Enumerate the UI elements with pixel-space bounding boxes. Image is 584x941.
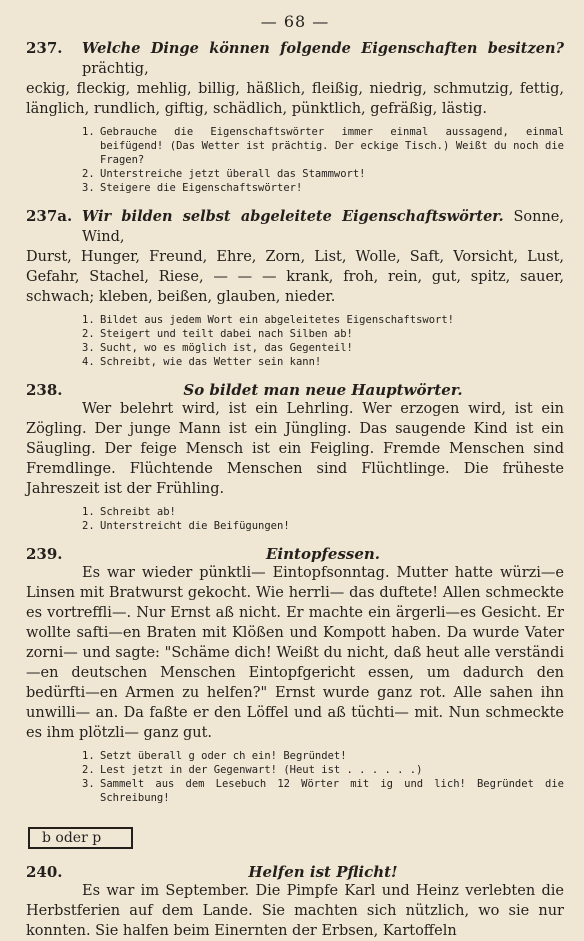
task-item: 2. Unterstreiche jetzt überall das Stammwort! bbox=[82, 168, 366, 180]
task-item: 1. Setzt überall g oder ch ein! Begründet! bbox=[82, 750, 347, 762]
exercise-239 bbox=[26, 545, 564, 805]
exercise-238 bbox=[26, 381, 564, 533]
exercise-number: 240. bbox=[26, 863, 63, 881]
exercise-title: So bildet man neue Hauptwörter. bbox=[183, 381, 463, 399]
task-list bbox=[82, 313, 564, 369]
word-list: Durst, Hunger, Freund, Ehre, Zorn, List, Wolle, Saft, Vorsicht, Lust, Gefahr, Stachel, Riese, — — — krank, froh, rein, gut, spitz, sauer, schwach; kleben, beißen, glauben, nieder. bbox=[26, 249, 564, 305]
exercise-240 bbox=[26, 863, 564, 941]
exercise-number: 237. bbox=[26, 39, 63, 57]
exercise-text: Wer belehrt wird, ist ein Lehrling. Wer erzogen wird, ist ein Zögling. Der junge Mann ist ein Jüngling. Das saugende Kind ist ein Säugling. Der feige Mensch ist ein Feigling. Fremde Menschen sind Fremdlinge. Flüchtende Menschen sind Flüchtlinge. Die früheste Jahreszeit ist der Frühling. bbox=[26, 401, 564, 497]
word-list-start: Sonne, Wind, bbox=[82, 209, 564, 245]
exercise-heading bbox=[26, 545, 564, 563]
exercise-237a bbox=[26, 207, 564, 369]
exercise-title: Welche Dinge können folgende Eigenschaften besitzen? bbox=[82, 40, 564, 57]
exercise-heading bbox=[26, 39, 564, 79]
task-list bbox=[82, 505, 564, 533]
exercise-text: Es war im September. Die Pimpfe Karl und Heinz verlebten die Herbstferien auf dem Lande. Sie machten sich nützlich, wo sie nur konnten. Sie halfen beim Einernten der Erbsen, Kartoffeln bbox=[26, 883, 564, 939]
exercise-number: 238. bbox=[26, 381, 63, 399]
page-number: — 68 — bbox=[260, 12, 330, 31]
task-item: 2. Steigert und teilt dabei nach Silben ab! bbox=[82, 328, 353, 340]
exercise-title: Eintopfessen. bbox=[265, 545, 381, 563]
exercise-title: Wir bilden selbst abgeleitete Eigenschaftswörter. bbox=[82, 208, 504, 225]
exercise-heading bbox=[26, 207, 564, 247]
exercise-heading bbox=[26, 381, 564, 399]
task-item: 3. Sammelt aus dem Lesebuch 12 Wörter mit ig und lich! Begründet die Schreibung! bbox=[82, 778, 564, 804]
exercise-237 bbox=[26, 39, 564, 195]
task-item: 3. Steigere die Eigenschaftswörter! bbox=[82, 182, 303, 194]
task-item: 4. Schreibt, wie das Wetter sein kann! bbox=[82, 356, 322, 368]
word-list-start: prächtig, bbox=[82, 61, 149, 77]
task-item: 2. Lest jetzt in der Gegenwart! (Heut ist . . . . . .) bbox=[82, 764, 423, 776]
exercise-number: 237a. bbox=[26, 207, 73, 225]
exercise-heading bbox=[26, 863, 564, 881]
task-item: 2. Unterstreicht die Beifügungen! bbox=[82, 520, 290, 532]
exercise-text: Es war wieder pünktli— Eintopfsonntag. Mutter hatte würzi—e Linsen mit Bratwurst gekocht. Wie herrli— das duftete! Allen schmeckte es vortreffli—. Nur Ernst aß nicht. Er machte ein ärgerli—es Gesicht. Er wollte safti—en Braten mit Klößen und Kompott haben. Da wurde Vater zorni— und sagte: "Schäme dich! Weißt du nicht, daß heut alle verständi—en deutschen Menschen Eintopfgericht essen, um dadurch den bedürfti—en Armen zu helfen?" Ernst wurde ganz rot. Alle sahen ihn unwilli— an. Da faßte er den Löffel und aß tüchti— mit. Nun schmeckte es ihm plötzli— ganz gut. bbox=[26, 565, 564, 741]
exercise-title: Helfen ist Pflicht! bbox=[248, 863, 398, 881]
section-box: b oder p bbox=[28, 827, 133, 849]
task-item: 1. Schreibt ab! bbox=[82, 506, 176, 518]
task-item: 1. Gebrauche die Eigenschaftswörter immer einmal aussagend, einmal beifügend! (Das Wetter ist prächtig. Der eckige Tisch.) Weißt du noch die Fragen? bbox=[82, 126, 564, 166]
word-list: eckig, fleckig, mehlig, billig, häßlich, fleißig, niedrig, schmutzig, fettig, länglich, rundlich, giftig, schädlich, pünktlich, gefräßig, lästig. bbox=[26, 81, 564, 117]
task-item: 3. Sucht, wo es möglich ist, das Gegenteil! bbox=[82, 342, 353, 354]
task-list bbox=[82, 749, 564, 805]
task-item: 1. Bildet aus jedem Wort ein abgeleitetes Eigenschaftswort! bbox=[82, 314, 455, 326]
exercise-number: 239. bbox=[26, 545, 63, 563]
task-list bbox=[82, 125, 564, 195]
